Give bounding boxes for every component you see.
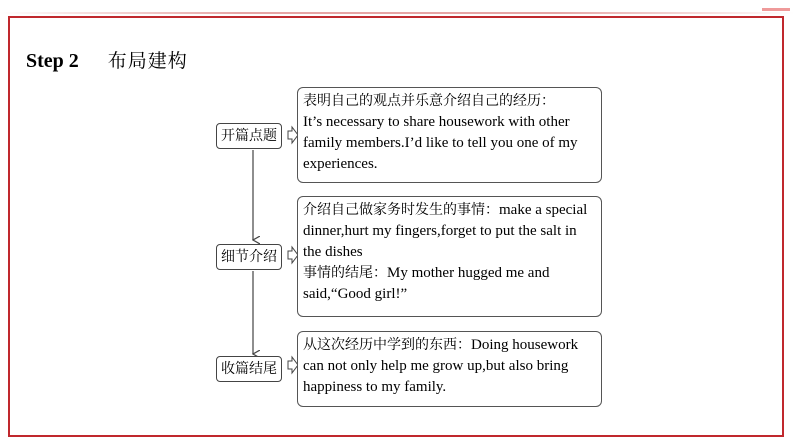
label-closing: 收篇结尾 bbox=[216, 356, 282, 382]
closing-cn-text: 从这次经历中学到的东西： bbox=[303, 337, 471, 353]
label-details: 细节介绍 bbox=[216, 244, 282, 270]
content-box-details bbox=[297, 196, 602, 317]
details-en-text-2: My mother hugged me and said,“Good girl!” bbox=[303, 265, 550, 302]
details-cn-text: 介绍自己做家务时发生的事情： bbox=[303, 202, 499, 218]
details-cn-text-2: 事情的结尾： bbox=[303, 265, 387, 281]
label-opening: 开篇点题 bbox=[216, 123, 282, 149]
step-label: Step 2 bbox=[26, 50, 79, 72]
opening-cn-text: 表明自己的观点并乐意介绍自己的经历： bbox=[303, 93, 555, 109]
heading-text: 布局建构 bbox=[107, 50, 188, 72]
content-box-opening bbox=[297, 87, 602, 183]
closing-en-text: Doing housework can not only help me grow up,but also bring happiness to my family. bbox=[303, 337, 579, 395]
content-box-closing bbox=[297, 331, 602, 407]
opening-en-text: It’s necessary to share housework with other family members.I’d like to tell you one of my experiences. bbox=[303, 114, 578, 172]
details-en-text: make a special dinner,hurt my fingers,forget to put the salt in the dishes bbox=[303, 202, 588, 260]
